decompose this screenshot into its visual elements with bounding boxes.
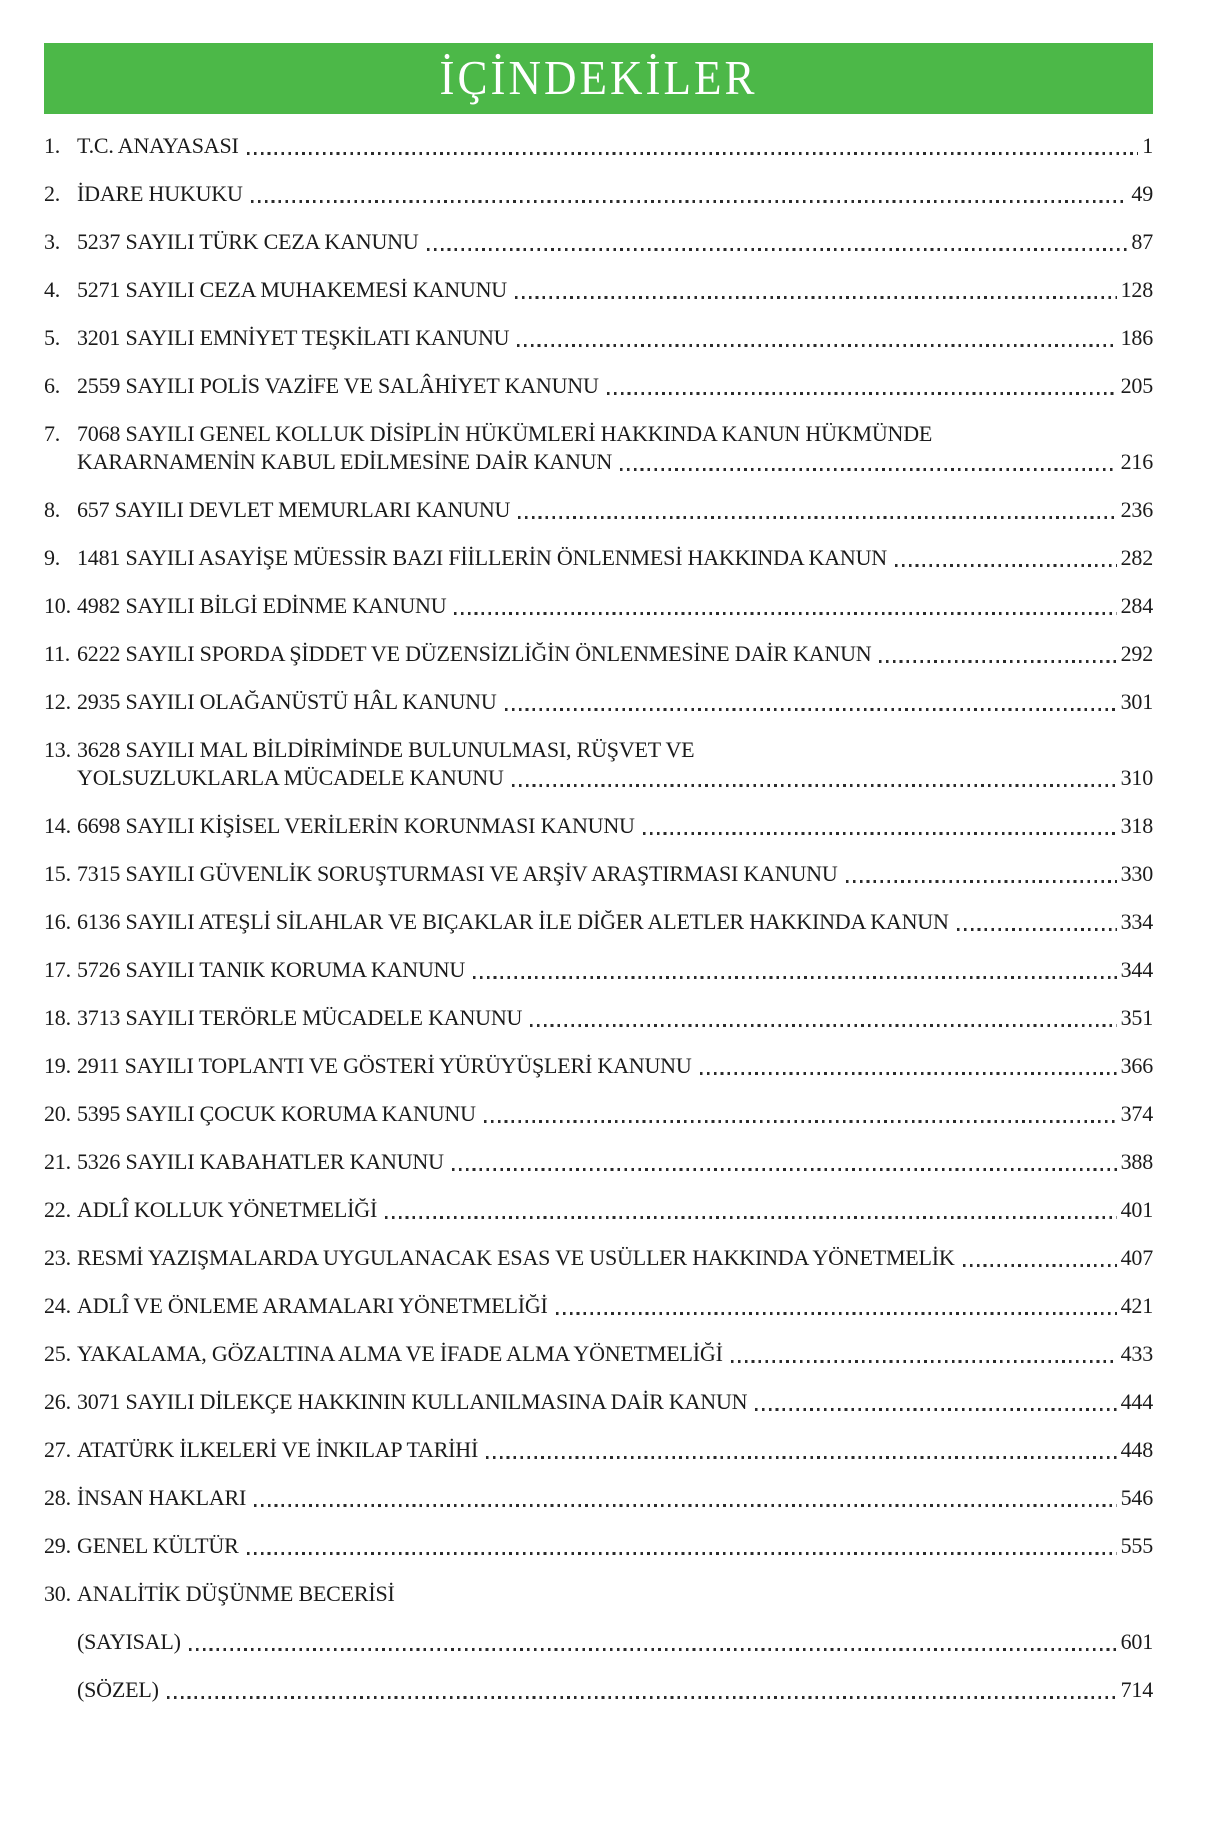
toc-entry-title: 2911 SAYILI TOPLANTI VE GÖSTERİ YÜRÜYÜŞLERİ KANUNU xyxy=(77,1053,692,1078)
toc-entry-body xyxy=(77,911,1153,933)
toc-entry-page: 282 xyxy=(1120,545,1153,570)
toc-entry-number: 13. xyxy=(44,737,71,762)
toc-entry-title: 7068 SAYILI GENEL KOLLUK DİSİPLİN HÜKÜMLERİ HAKKINDA KANUN HÜKMÜNDE xyxy=(77,421,933,446)
toc-entry-line xyxy=(77,691,1153,713)
toc-row xyxy=(44,739,1153,789)
toc-entry-body xyxy=(77,499,1153,521)
toc-entry-line xyxy=(77,911,1153,933)
toc-entry-title: 2935 SAYILI OLAĞANÜSTÜ HÂL KANUNU xyxy=(77,689,497,714)
dot-leader xyxy=(895,564,1117,567)
toc-entry-number: 27. xyxy=(44,1437,71,1462)
toc-entry-number xyxy=(44,1631,77,1653)
dot-leader xyxy=(517,344,1116,347)
toc-row xyxy=(44,1487,1153,1509)
toc-entry-number: 29. xyxy=(44,1533,71,1558)
toc-entry-line xyxy=(77,815,1153,837)
toc-entry-page: 236 xyxy=(1120,497,1153,522)
toc-entry-body xyxy=(77,1103,1153,1125)
toc-entry-title: T.C. ANAYASASI xyxy=(77,133,239,158)
toc-entry-title: (SÖZEL) xyxy=(77,1677,159,1702)
toc-entry-line xyxy=(77,1583,1153,1605)
toc-row xyxy=(44,1583,1153,1605)
toc-entry-title: YOLSUZLUKLARLA MÜCADELE KANUNU xyxy=(77,765,504,790)
toc-row xyxy=(44,1679,1153,1701)
toc-entry-page: 433 xyxy=(1120,1341,1153,1366)
toc-entry-body xyxy=(77,1199,1153,1221)
toc-entry-number: 23. xyxy=(44,1245,71,1270)
toc-entry-line xyxy=(77,1199,1153,1221)
toc-entry-number: 7. xyxy=(44,421,61,446)
toc-entry-page: 205 xyxy=(1120,373,1153,398)
toc-row xyxy=(44,1295,1153,1317)
dot-leader xyxy=(518,516,1116,519)
toc-entry-body xyxy=(77,1151,1153,1173)
toc-entry-title: ATATÜRK İLKELERİ VE İNKILAP TARİHİ xyxy=(77,1437,479,1462)
toc-entry-body xyxy=(77,1679,1153,1701)
toc-entry-body xyxy=(77,595,1153,617)
toc-entry-body xyxy=(77,231,1153,253)
toc-entry-line xyxy=(77,739,1153,761)
toc-entry-line xyxy=(77,327,1153,349)
toc-entry-body xyxy=(77,1007,1153,1029)
toc-entry-page: 330 xyxy=(1120,861,1153,886)
toc-entry-body xyxy=(77,1583,1153,1605)
dot-leader xyxy=(530,1024,1116,1027)
toc-row xyxy=(44,911,1153,933)
toc-entry-page: 128 xyxy=(1120,277,1153,302)
toc-entry-line xyxy=(77,1679,1153,1701)
toc-entry-line xyxy=(77,1007,1153,1029)
dot-leader xyxy=(167,1696,1117,1699)
toc-entry-body xyxy=(77,279,1153,301)
toc-entry-page: 344 xyxy=(1120,957,1153,982)
toc-entry-page: 601 xyxy=(1120,1629,1153,1654)
toc-entry-title: İDARE HUKUKU xyxy=(77,181,243,206)
toc-entry-number: 20. xyxy=(44,1101,71,1126)
toc-entry-page: 186 xyxy=(1120,325,1153,350)
toc-entry-number: 1. xyxy=(44,133,61,158)
dot-leader xyxy=(247,152,1139,155)
toc-entry-page: 284 xyxy=(1120,593,1153,618)
toc-entry-body xyxy=(77,959,1153,981)
dot-leader xyxy=(189,1648,1117,1651)
toc-row xyxy=(44,1055,1153,1077)
toc-entry-number: 11. xyxy=(44,641,71,666)
toc-entry-page: 401 xyxy=(1120,1197,1153,1222)
toc-entry-page: 301 xyxy=(1120,689,1153,714)
toc-entry-body xyxy=(77,1487,1153,1509)
toc-entry-line xyxy=(77,595,1153,617)
toc-row xyxy=(44,1247,1153,1269)
toc-row xyxy=(44,1391,1153,1413)
toc-entry-page: 407 xyxy=(1120,1245,1153,1270)
toc-row xyxy=(44,1007,1153,1029)
toc-entry-line xyxy=(77,1295,1153,1317)
toc-entry-line xyxy=(77,499,1153,521)
toc-entry-body xyxy=(77,423,1153,473)
toc-entry-line xyxy=(77,1247,1153,1269)
toc-row xyxy=(44,595,1153,617)
toc-entry-title: ADLÎ VE ÖNLEME ARAMALARI YÖNETMELİĞİ xyxy=(77,1293,548,1318)
toc-entry-body xyxy=(77,1343,1153,1365)
toc-entry-title: RESMİ YAZIŞMALARDA UYGULANACAK ESAS VE USÜLLER HAKKINDA YÖNETMELİK xyxy=(77,1245,955,1270)
dot-leader xyxy=(512,784,1117,787)
toc-row xyxy=(44,1103,1153,1125)
toc-entry-number: 5. xyxy=(44,325,61,350)
toc-entry-page: 310 xyxy=(1120,765,1153,790)
toc-entry-number: 3. xyxy=(44,229,61,254)
toc-entry-page: 374 xyxy=(1120,1101,1153,1126)
toc-entry-page: 421 xyxy=(1120,1293,1153,1318)
toc-entry-body xyxy=(77,1055,1153,1077)
toc-entry-number: 17. xyxy=(44,957,71,982)
toc-entry-page: 444 xyxy=(1120,1389,1153,1414)
dot-leader xyxy=(620,468,1117,471)
toc-row xyxy=(44,375,1153,397)
toc-entry-title: 2559 SAYILI POLİS VAZİFE VE SALÂHİYET KANUNU xyxy=(77,373,599,398)
toc-entry-line xyxy=(77,1055,1153,1077)
contents-page xyxy=(0,43,1230,1844)
dot-leader xyxy=(454,612,1116,615)
toc-entry-number: 10. xyxy=(44,593,71,618)
toc-entry-page: 49 xyxy=(1131,181,1153,206)
toc-row xyxy=(44,135,1153,157)
toc-row xyxy=(44,815,1153,837)
toc-entry-title: İNSAN HAKLARI xyxy=(77,1485,247,1510)
toc-entry-title: 3713 SAYILI TERÖRLE MÜCADELE KANUNU xyxy=(77,1005,523,1030)
toc-entry-title: (SAYISAL) xyxy=(77,1629,181,1654)
dot-leader xyxy=(427,248,1128,251)
toc-entry-number: 22. xyxy=(44,1197,71,1222)
toc-entry-line xyxy=(77,231,1153,253)
dot-leader xyxy=(963,1264,1117,1267)
toc-entry-line xyxy=(77,1487,1153,1509)
dot-leader xyxy=(484,1120,1117,1123)
toc-entry-title: 657 SAYILI DEVLET MEMURLARI KANUNU xyxy=(77,497,511,522)
toc-entry-number: 9. xyxy=(44,545,61,570)
toc-row xyxy=(44,499,1153,521)
toc-entry-page: 546 xyxy=(1120,1485,1153,1510)
toc-entry-line xyxy=(77,1103,1153,1125)
toc-entry-line xyxy=(77,959,1153,981)
toc-row xyxy=(44,863,1153,885)
toc-entry-body xyxy=(77,1631,1153,1653)
toc-row xyxy=(44,691,1153,713)
contents-header-bar xyxy=(44,43,1153,114)
toc-entry-line xyxy=(77,643,1153,665)
toc-row xyxy=(44,231,1153,253)
toc-entry-line xyxy=(77,135,1153,157)
toc-entry-title: ADLÎ KOLLUK YÖNETMELİĞİ xyxy=(77,1197,378,1222)
toc-entry-number: 12. xyxy=(44,689,71,714)
toc-entry-title: 6698 SAYILI KİŞİSEL VERİLERİN KORUNMASI KANUNU xyxy=(77,813,635,838)
toc-entry-page: 87 xyxy=(1131,229,1153,254)
toc-row xyxy=(44,1631,1153,1653)
toc-row xyxy=(44,1199,1153,1221)
dot-leader xyxy=(452,1168,1117,1171)
toc-entry-line xyxy=(77,1151,1153,1173)
toc-entry-number: 28. xyxy=(44,1485,71,1510)
toc-row xyxy=(44,547,1153,569)
toc-entry-title: YAKALAMA, GÖZALTINA ALMA VE İFADE ALMA YÖNETMELİĞİ xyxy=(77,1341,723,1366)
dot-leader xyxy=(731,1360,1117,1363)
toc-entry-number: 25. xyxy=(44,1341,71,1366)
dot-leader xyxy=(556,1312,1117,1315)
toc-entry-line xyxy=(77,279,1153,301)
toc-entry-number: 16. xyxy=(44,909,71,934)
toc-entry-body xyxy=(77,863,1153,885)
toc-entry-number: 6. xyxy=(44,373,61,398)
toc-entry-body xyxy=(77,375,1153,397)
toc-entry-page: 555 xyxy=(1120,1533,1153,1558)
dot-leader xyxy=(607,392,1117,395)
toc-entry-body xyxy=(77,1391,1153,1413)
toc-row xyxy=(44,1439,1153,1461)
toc-entry-title: 6222 SAYILI SPORDA ŞİDDET VE DÜZENSİZLİĞİN ÖNLENMESİNE DAİR KANUN xyxy=(77,641,872,666)
toc-entry-page: 351 xyxy=(1120,1005,1153,1030)
toc-entry-body xyxy=(77,183,1153,205)
toc-entry-line xyxy=(77,863,1153,885)
toc-entry-title: 6136 SAYILI ATEŞLİ SİLAHLAR VE BIÇAKLAR İLE DİĞER ALETLER HAKKINDA KANUN xyxy=(77,909,949,934)
toc-entry-number: 26. xyxy=(44,1389,71,1414)
toc-entry-title: 5395 SAYILI ÇOCUK KORUMA KANUNU xyxy=(77,1101,476,1126)
dot-leader xyxy=(643,832,1117,835)
toc-entry-body xyxy=(77,135,1153,157)
toc-entry-number: 30. xyxy=(44,1581,71,1606)
toc-entry-number: 14. xyxy=(44,813,71,838)
toc-entry-page: 366 xyxy=(1120,1053,1153,1078)
toc-entry-title: 3628 SAYILI MAL BİLDİRİMİNDE BULUNULMASI, RÜŞVET VE xyxy=(77,737,695,762)
toc-entry-number: 21. xyxy=(44,1149,71,1174)
toc-row xyxy=(44,959,1153,981)
toc-row xyxy=(44,1151,1153,1173)
table-of-contents-list xyxy=(44,135,1153,1701)
toc-entry-page: 714 xyxy=(1120,1677,1153,1702)
toc-entry-number: 4. xyxy=(44,277,61,302)
dot-leader xyxy=(251,200,1128,203)
toc-entry-page: 292 xyxy=(1120,641,1153,666)
dot-leader xyxy=(385,1216,1117,1219)
toc-entry-line xyxy=(77,767,1153,789)
toc-entry-body xyxy=(77,643,1153,665)
toc-entry-page: 1 xyxy=(1142,133,1153,158)
toc-entry-page: 334 xyxy=(1120,909,1153,934)
toc-entry-page: 318 xyxy=(1120,813,1153,838)
toc-entry-body xyxy=(77,691,1153,713)
dot-leader xyxy=(879,660,1116,663)
toc-entry-number: 19. xyxy=(44,1053,71,1078)
toc-row xyxy=(44,279,1153,301)
toc-entry-number xyxy=(44,1679,77,1701)
dot-leader xyxy=(505,708,1117,711)
toc-entry-line xyxy=(77,375,1153,397)
toc-entry-title: 7315 SAYILI GÜVENLİK SORUŞTURMASI VE ARŞİV ARAŞTIRMASI KANUNU xyxy=(77,861,838,886)
toc-row xyxy=(44,1343,1153,1365)
toc-entry-line xyxy=(77,451,1153,473)
toc-entry-body xyxy=(77,1247,1153,1269)
toc-entry-line xyxy=(77,1343,1153,1365)
toc-entry-body xyxy=(77,1439,1153,1461)
dot-leader xyxy=(957,928,1117,931)
toc-entry-number: 8. xyxy=(44,497,61,522)
toc-entry-number: 15. xyxy=(44,861,71,886)
dot-leader xyxy=(473,976,1117,979)
toc-entry-page: 448 xyxy=(1120,1437,1153,1462)
dot-leader xyxy=(700,1072,1117,1075)
toc-entry-title: 1481 SAYILI ASAYİŞE MÜESSİR BAZI FİİLLERİN ÖNLENMESİ HAKKINDA KANUN xyxy=(77,545,887,570)
toc-entry-title: 5271 SAYILI CEZA MUHAKEMESİ KANUNU xyxy=(77,277,507,302)
toc-entry-title: 5326 SAYILI KABAHATLER KANUNU xyxy=(77,1149,444,1174)
toc-entry-title: 3071 SAYILI DİLEKÇE HAKKININ KULLANILMASINA DAİR KANUN xyxy=(77,1389,748,1414)
dot-leader xyxy=(254,1504,1116,1507)
toc-entry-page: 388 xyxy=(1120,1149,1153,1174)
dot-leader xyxy=(515,296,1117,299)
toc-row xyxy=(44,643,1153,665)
dot-leader xyxy=(486,1456,1116,1459)
dot-leader xyxy=(247,1552,1117,1555)
toc-entry-title: 5237 SAYILI TÜRK CEZA KANUNU xyxy=(77,229,419,254)
toc-entry-number: 24. xyxy=(44,1293,71,1318)
toc-entry-title: 5726 SAYILI TANIK KORUMA KANUNU xyxy=(77,957,466,982)
toc-entry-line xyxy=(77,1439,1153,1461)
toc-entry-page: 216 xyxy=(1120,449,1153,474)
toc-entry-line xyxy=(77,1535,1153,1557)
toc-entry-body xyxy=(77,1295,1153,1317)
toc-entry-number: 2. xyxy=(44,181,61,206)
toc-entry-line xyxy=(77,547,1153,569)
toc-entry-line xyxy=(77,423,1153,445)
toc-entry-number: 18. xyxy=(44,1005,71,1030)
toc-row xyxy=(44,183,1153,205)
toc-entry-title: GENEL KÜLTÜR xyxy=(77,1533,239,1558)
toc-entry-title: KARARNAMENİN KABUL EDİLMESİNE DAİR KANUN xyxy=(77,449,613,474)
toc-row xyxy=(44,423,1153,473)
dot-leader xyxy=(755,1408,1116,1411)
toc-entry-title: ANALİTİK DÜŞÜNME BECERİSİ xyxy=(77,1581,395,1606)
toc-entry-body xyxy=(77,739,1153,789)
toc-entry-body xyxy=(77,1535,1153,1557)
toc-entry-body xyxy=(77,815,1153,837)
toc-entry-title: 4982 SAYILI BİLGİ EDİNME KANUNU xyxy=(77,593,447,618)
toc-entry-body xyxy=(77,547,1153,569)
toc-row xyxy=(44,327,1153,349)
contents-page-title: İÇİNDEKİLER xyxy=(439,50,758,105)
toc-row xyxy=(44,1535,1153,1557)
toc-entry-line xyxy=(77,183,1153,205)
dot-leader xyxy=(846,880,1117,883)
toc-entry-line xyxy=(77,1631,1153,1653)
toc-entry-title: 3201 SAYILI EMNİYET TEŞKİLATI KANUNU xyxy=(77,325,510,350)
toc-entry-line xyxy=(77,1391,1153,1413)
toc-entry-body xyxy=(77,327,1153,349)
